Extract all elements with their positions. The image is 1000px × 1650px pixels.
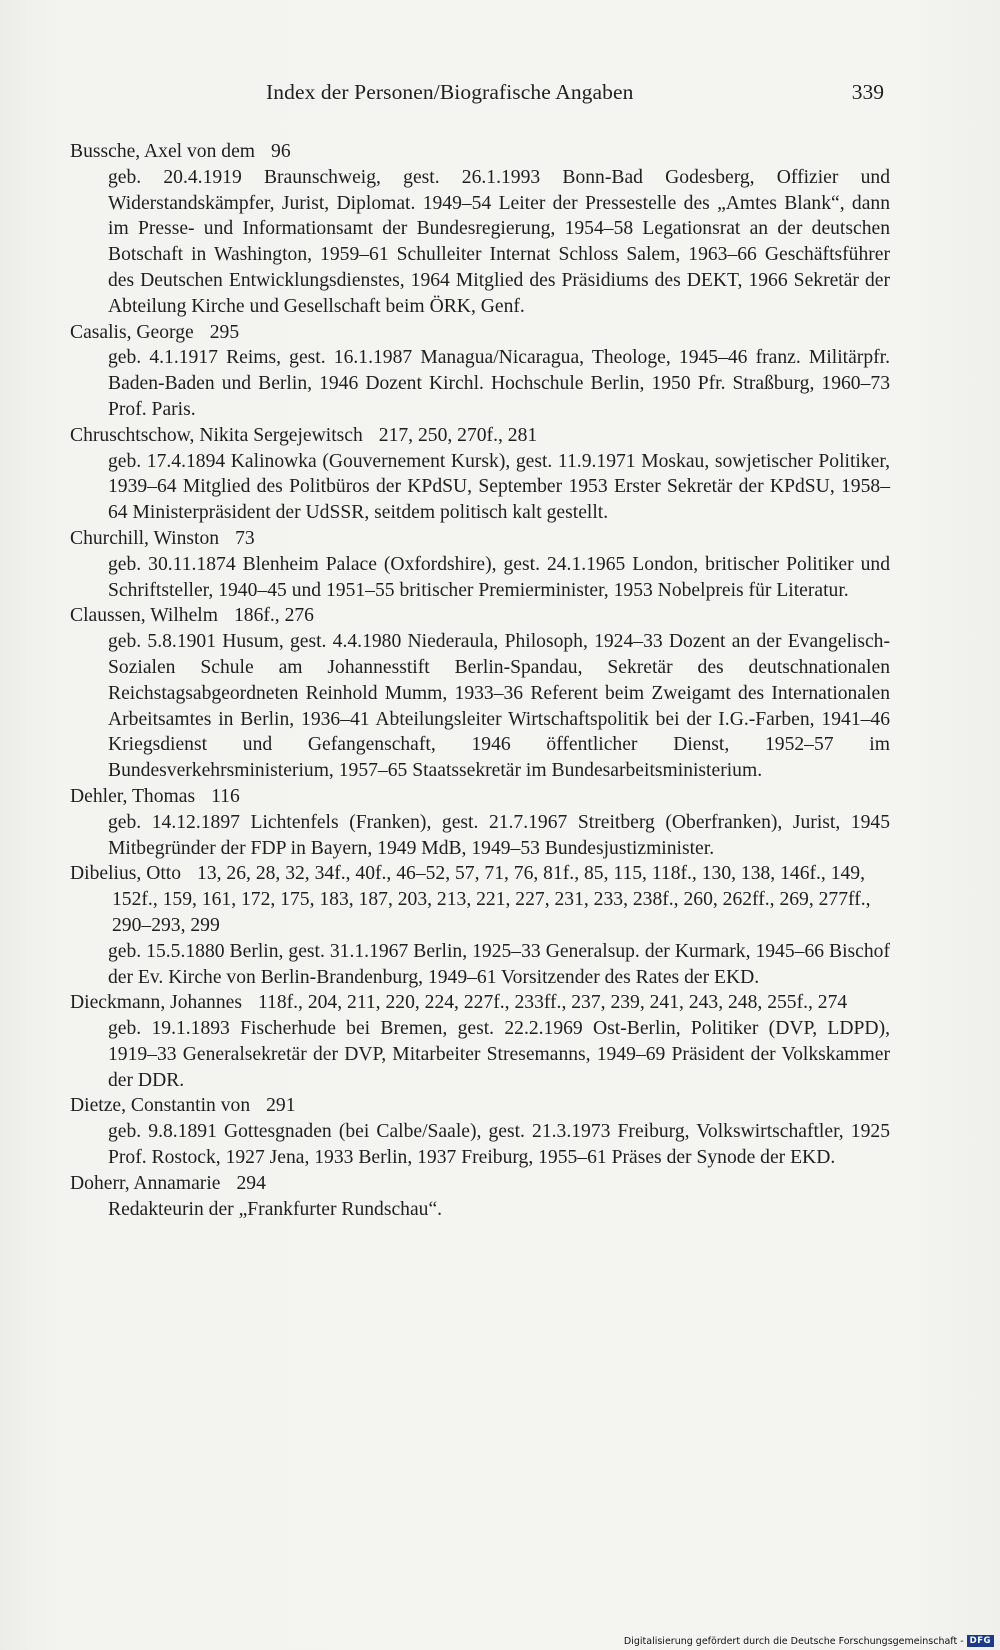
entry-name: Dieckmann, Johannes — [70, 992, 242, 1014]
entry-pages: 116 — [211, 785, 240, 807]
index-entry — [70, 1093, 890, 1170]
entry-biography: geb. 14.12.1897 Lichtenfels (Franken), gest. 21.7.1967 Streitberg (Oberfranken), Jurist, 1945 Mitbegründer der FDP in Bayern, 1949 MdB, 1949–53 Bundesjustizminister. — [108, 811, 890, 859]
entry-name: Bussche, Axel von dem — [70, 141, 256, 162]
entry-pages: 291 — [266, 1095, 296, 1117]
running-head: Index der Personen/Biografische Angaben — [266, 80, 634, 104]
index-entry — [70, 320, 890, 423]
entry-biography: geb. 19.1.1893 Fischerhude bei Bremen, gest. 22.2.1969 Ost-Berlin, Politiker (DVP, LDPD), 1919–33 Generalsekretär der DVP, Mitarbeiter Stresemanns, 1949–69 Präsident der Volkskammer der DDR. — [108, 1018, 890, 1091]
entry-biography: geb. 17.4.1894 Kalinowka (Gouvernement Kursk), gest. 11.9.1971 Moskau, sowjetischer Politiker, 1939–64 Mitglied des Politbüros der KPdSU, September 1953 Erster Sekretär der KPdSU, 1958–64 Ministerpräsident der UdSSR, seitdem politisch kalt gestellt. — [108, 450, 890, 524]
entry-name: Doherr, Annamarie — [70, 1172, 221, 1194]
entry-pages: 294 — [236, 1172, 266, 1194]
index-entry — [70, 784, 890, 861]
entry-biography: geb. 4.1.1917 Reims, gest. 16.1.1987 Managua/Nicaragua, Theologe, 1945–46 franz. Militärpfr. Baden-Baden und Berlin, 1946 Dozent Kirchl. Hochschule Berlin, 1950 Pfr. Straßburg, 1960–73 Prof. Paris. — [108, 347, 890, 420]
dfg-logo: DFG — [967, 1635, 994, 1647]
entry-pages: 295 — [209, 321, 240, 343]
entry-pages: 73 — [235, 527, 255, 549]
index-entry — [70, 526, 890, 603]
index-entry — [70, 423, 890, 526]
entry-biography: geb. 30.11.1874 Blenheim Palace (Oxfordshire), gest. 24.1.1965 London, britischer Politiker und Schriftsteller, 1940–45 und 1951–55 britischer Premierminister, 1953 Nobelpreis für Literatur. — [108, 553, 890, 601]
entry-pages: 96 — [271, 141, 291, 162]
entry-name: Churchill, Winston — [70, 527, 220, 549]
index-entry — [70, 1171, 890, 1223]
entry-pages: 186f., 276 — [233, 605, 314, 627]
person-index — [70, 139, 890, 1222]
index-entry — [70, 139, 890, 320]
entry-name: Casalis, George — [70, 321, 194, 343]
page-number: 339 — [851, 80, 884, 104]
index-entry — [70, 603, 890, 784]
entry-name: Claussen, Wilhelm — [70, 605, 218, 627]
entry-biography: geb. 9.8.1891 Gottesgnaden (bei Calbe/Saale), gest. 21.3.1973 Freiburg, Volkswirtschaftler, 1925 Prof. Rostock, 1927 Jena, 1933 Berlin, 1937 Freiburg, 1955–61 Präses der Synode der EKD. — [108, 1121, 890, 1169]
entry-biography: geb. 15.5.1880 Berlin, gest. 31.1.1967 Berlin, 1925–33 Generalsup. der Kurmark, 1945–66 Bischof der Ev. Kirche von Berlin-Brandenburg, 1949–61 Vorsitzender des Rates der EKD. — [108, 940, 890, 988]
entry-name: Chruschtschow, Nikita Sergejewitsch — [70, 424, 363, 446]
entry-biography: geb. 20.4.1919 Braunschweig, gest. 26.1.1993 Bonn-Bad Godesberg, Offizier und Widerstandskämpfer, Jurist, Diplomat. 1949–54 Leiter der Pressestelle des „Amtes Blank“, dann im Presse- und Informationsamt der Bundesregierung, 1954–58 Legationsrat an der deutschen Botschaft in Washington, 1959–61 Schulleiter Internat Schloss Salem, 1963–66 Geschäftsführer des Deutschen Entwicklungsdienstes, 1964 Mitglied des Präsidiums des DEKT, 1966 Sekretär der Abteilung Kirche und Gesellschaft beim ÖRK, Genf. — [108, 166, 890, 317]
entry-name: Dehler, Thomas — [70, 785, 196, 807]
entry-pages: 13, 26, 28, 32, 34f., 40f., 46–52, 57, 71, 76, 81f., 85, 115, 118f., 130, 138, 146f., 149, 152f., 159, 161, 172, 175, 183, 187, 203, 213, 221, 227, 231, 233, 238f., 260, 262ff., 269, 277ff., 290–293, 299 — [112, 863, 871, 936]
footer-text: Digitalisierung gefördert durch die Deutsche Forschungsgemeinschaft - — [623, 1635, 964, 1647]
entry-biography: geb. 5.8.1901 Husum, gest. 4.4.1980 Niederaula, Philosoph, 1924–33 Dozent an der Evangelisch-Sozialen Schule am Johannesstift Berlin-Spandau, Sekretär des deutschnationalen Reichstagsabgeordneten Reinhold Mumm, 1933–36 Referent beim Zweigamt des Internationalen Arbeitsamtes in Berlin, 1936–41 Abteilungsleiter Wirtschaftspolitik bei der I.G.-Farben, 1941–46 Kriegsdienst und Gefangenschaft, 1946 öffentlicher Dienst, 1952–57 im Bundesverkehrsministerium, 1957–65 Staatssekretär im Bundesarbeitsministerium. — [108, 631, 890, 782]
index-entry — [70, 861, 890, 990]
index-entry — [70, 990, 890, 1093]
entry-biography: Redakteurin der „Frankfurter Rundschau“. — [108, 1198, 443, 1220]
entry-pages: 118f., 204, 211, 220, 224, 227f., 233ff., 237, 239, 241, 243, 248, 255f., 274 — [257, 992, 848, 1014]
digitization-notice — [624, 1635, 994, 1647]
entry-name: Dibelius, Otto — [70, 863, 182, 885]
entry-pages: 217, 250, 270f., 281 — [378, 424, 538, 446]
entry-name: Dietze, Constantin von — [70, 1095, 251, 1117]
